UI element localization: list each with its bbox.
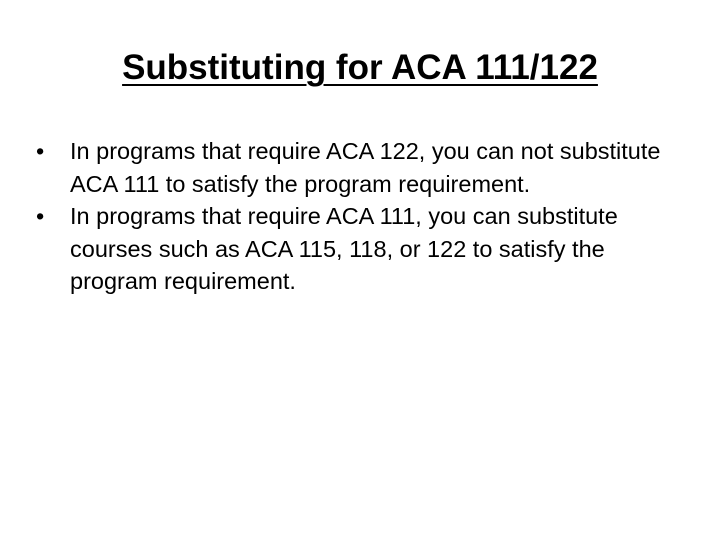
bullet-item [36,135,696,200]
bullet-dot-icon: • [36,203,45,229]
bullet-text: In programs that require ACA 111, you can substitute courses such as ACA 115, 118, or 122 to satisfy the program requirement. [70,203,618,294]
bullet-list [36,135,696,298]
bullet-text: In programs that require ACA 122, you can not substitute ACA 111 to satisfy the program requirement. [70,138,661,197]
bullet-item [36,200,696,298]
slide-title: Substituting for ACA 111/122 [122,48,598,87]
bullet-dot-icon: • [36,138,45,164]
